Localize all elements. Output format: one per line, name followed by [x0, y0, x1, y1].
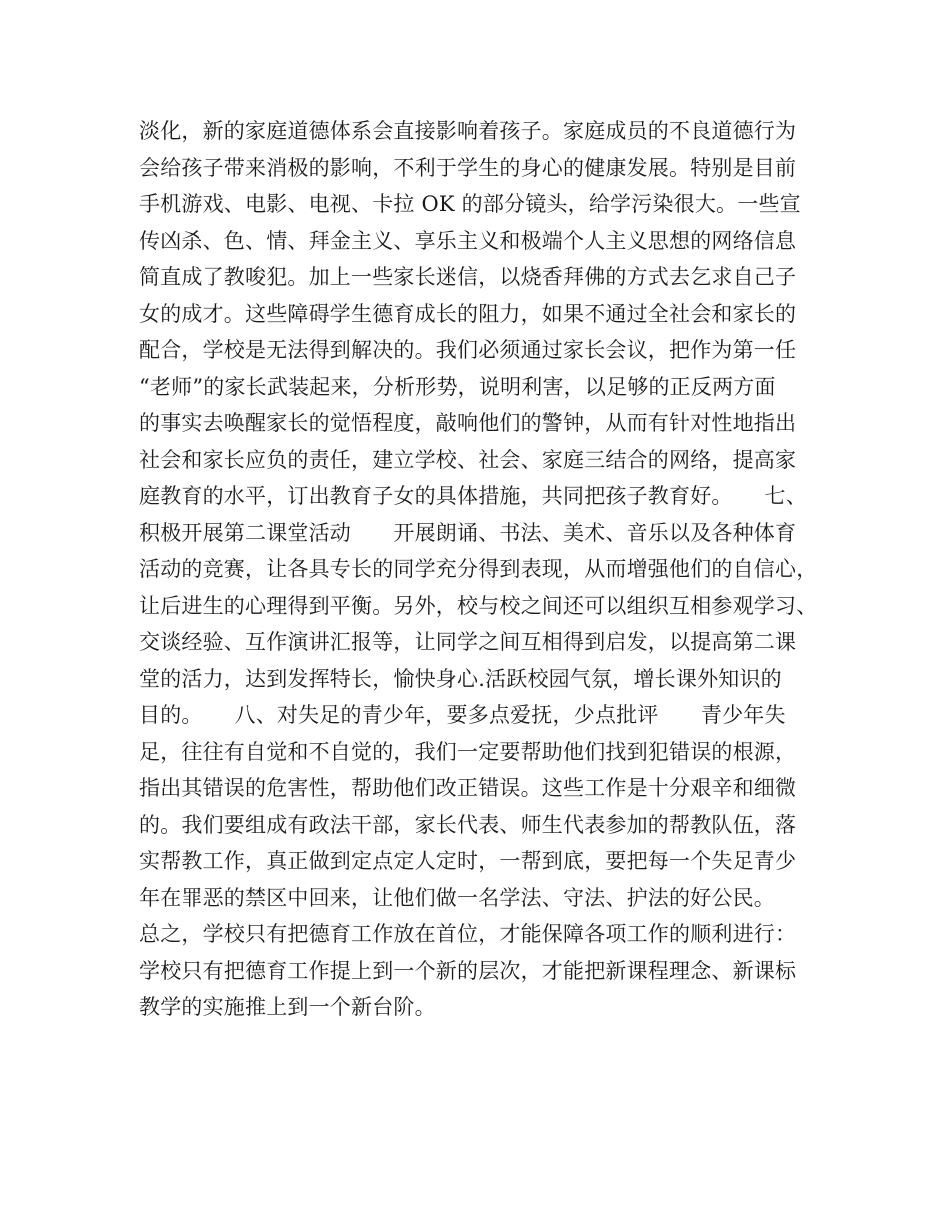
text-line: 目的。 八、对失足的青少年，要多点爱抚，少点批评 青少年失 [139, 703, 786, 727]
text-line: 手机游戏、电影、电视、卡拉 OK 的部分镜头，给学污染很大。一些宣 [139, 192, 801, 216]
text-line: 的。我们要组成有政法干部，家长代表、师生代表参加的帮教队伍，落 [139, 812, 797, 837]
text-line: 配合，学校是无法得到解决的。我们必须通过家长会议，把作为第一任 [139, 338, 797, 362]
text-line: 女的成才。这些障碍学生德育成长的阻力，如果不通过全社会和家长的 [139, 301, 797, 326]
body-text [139, 113, 839, 1026]
text-line: 会给孩子带来消极的影响，不利于学生的身心的健康发展。特别是目前 [139, 155, 797, 180]
text-line: 交谈经验、互作演讲汇报等，让同学之间互相得到启发，以提高第二课 [139, 630, 797, 654]
text-line: 庭教育的水平，订出教育子女的具体措施，共同把孩子教育好。 七、 [139, 484, 807, 508]
text-line: 指出其错误的危害性，帮助他们改正错误。这些工作是十分艰辛和细微 [139, 776, 797, 800]
text-line: 堂的活力，达到发挥特长，愉快身心.活跃校园气氛，增长课外知识的 [139, 666, 782, 691]
text-line: 学校只有把德育工作提上到一个新的层次，才能把新课程理念、新课标 [139, 958, 797, 983]
text-line: 积极开展第二课堂活动 开展朗诵、书法、美术、音乐以及各种体育 [139, 520, 797, 545]
text-line: 实帮教工作，真正做到定点定人定时，一帮到底，要把每一个失足青少 [139, 849, 797, 873]
text-line: “老师”的家长武装起来，分析形势，说明利害，以足够的正反两方面 [139, 374, 776, 399]
text-line: 总之，学校只有把德育工作放在首位，才能保障各项工作的顺利进行： [139, 922, 797, 946]
text-line: 的事实去唤醒家长的觉悟程度，敲响他们的警钟，从而有针对性地指出 [139, 411, 797, 435]
text-line: 年在罪恶的禁区中回来，让他们做一名学法、守法、护法的好公民。 [139, 885, 775, 910]
text-line: 让后进生的心理得到平衡。另外，校与校之间还可以组织互相参观学习、 [139, 593, 818, 618]
text-line: 足，往往有自觉和不自觉的，我们一定要帮助他们找到犯错误的根源， [139, 739, 797, 764]
text-line: 教学的实施推上到一个新台阶。 [139, 995, 436, 1019]
text-line: 传凶杀、色、情、拜金主义、享乐主义和极端个人主义思想的网络信息 [139, 228, 797, 253]
text-line: 简直成了教唆犯。加上一些家长迷信，以烧香拜佛的方式去乞求自己子 [139, 265, 797, 289]
text-line: 社会和家长应负的责任，建立学校、社会、家庭三结合的网络，提高家 [139, 447, 797, 472]
text-line: 活动的竞赛，让各具专长的同学充分得到表现，从而增强他们的自信心， [139, 557, 818, 581]
text-line: 淡化，新的家庭道德体系会直接影响着孩子。家庭成员的不良道德行为 [139, 119, 797, 143]
